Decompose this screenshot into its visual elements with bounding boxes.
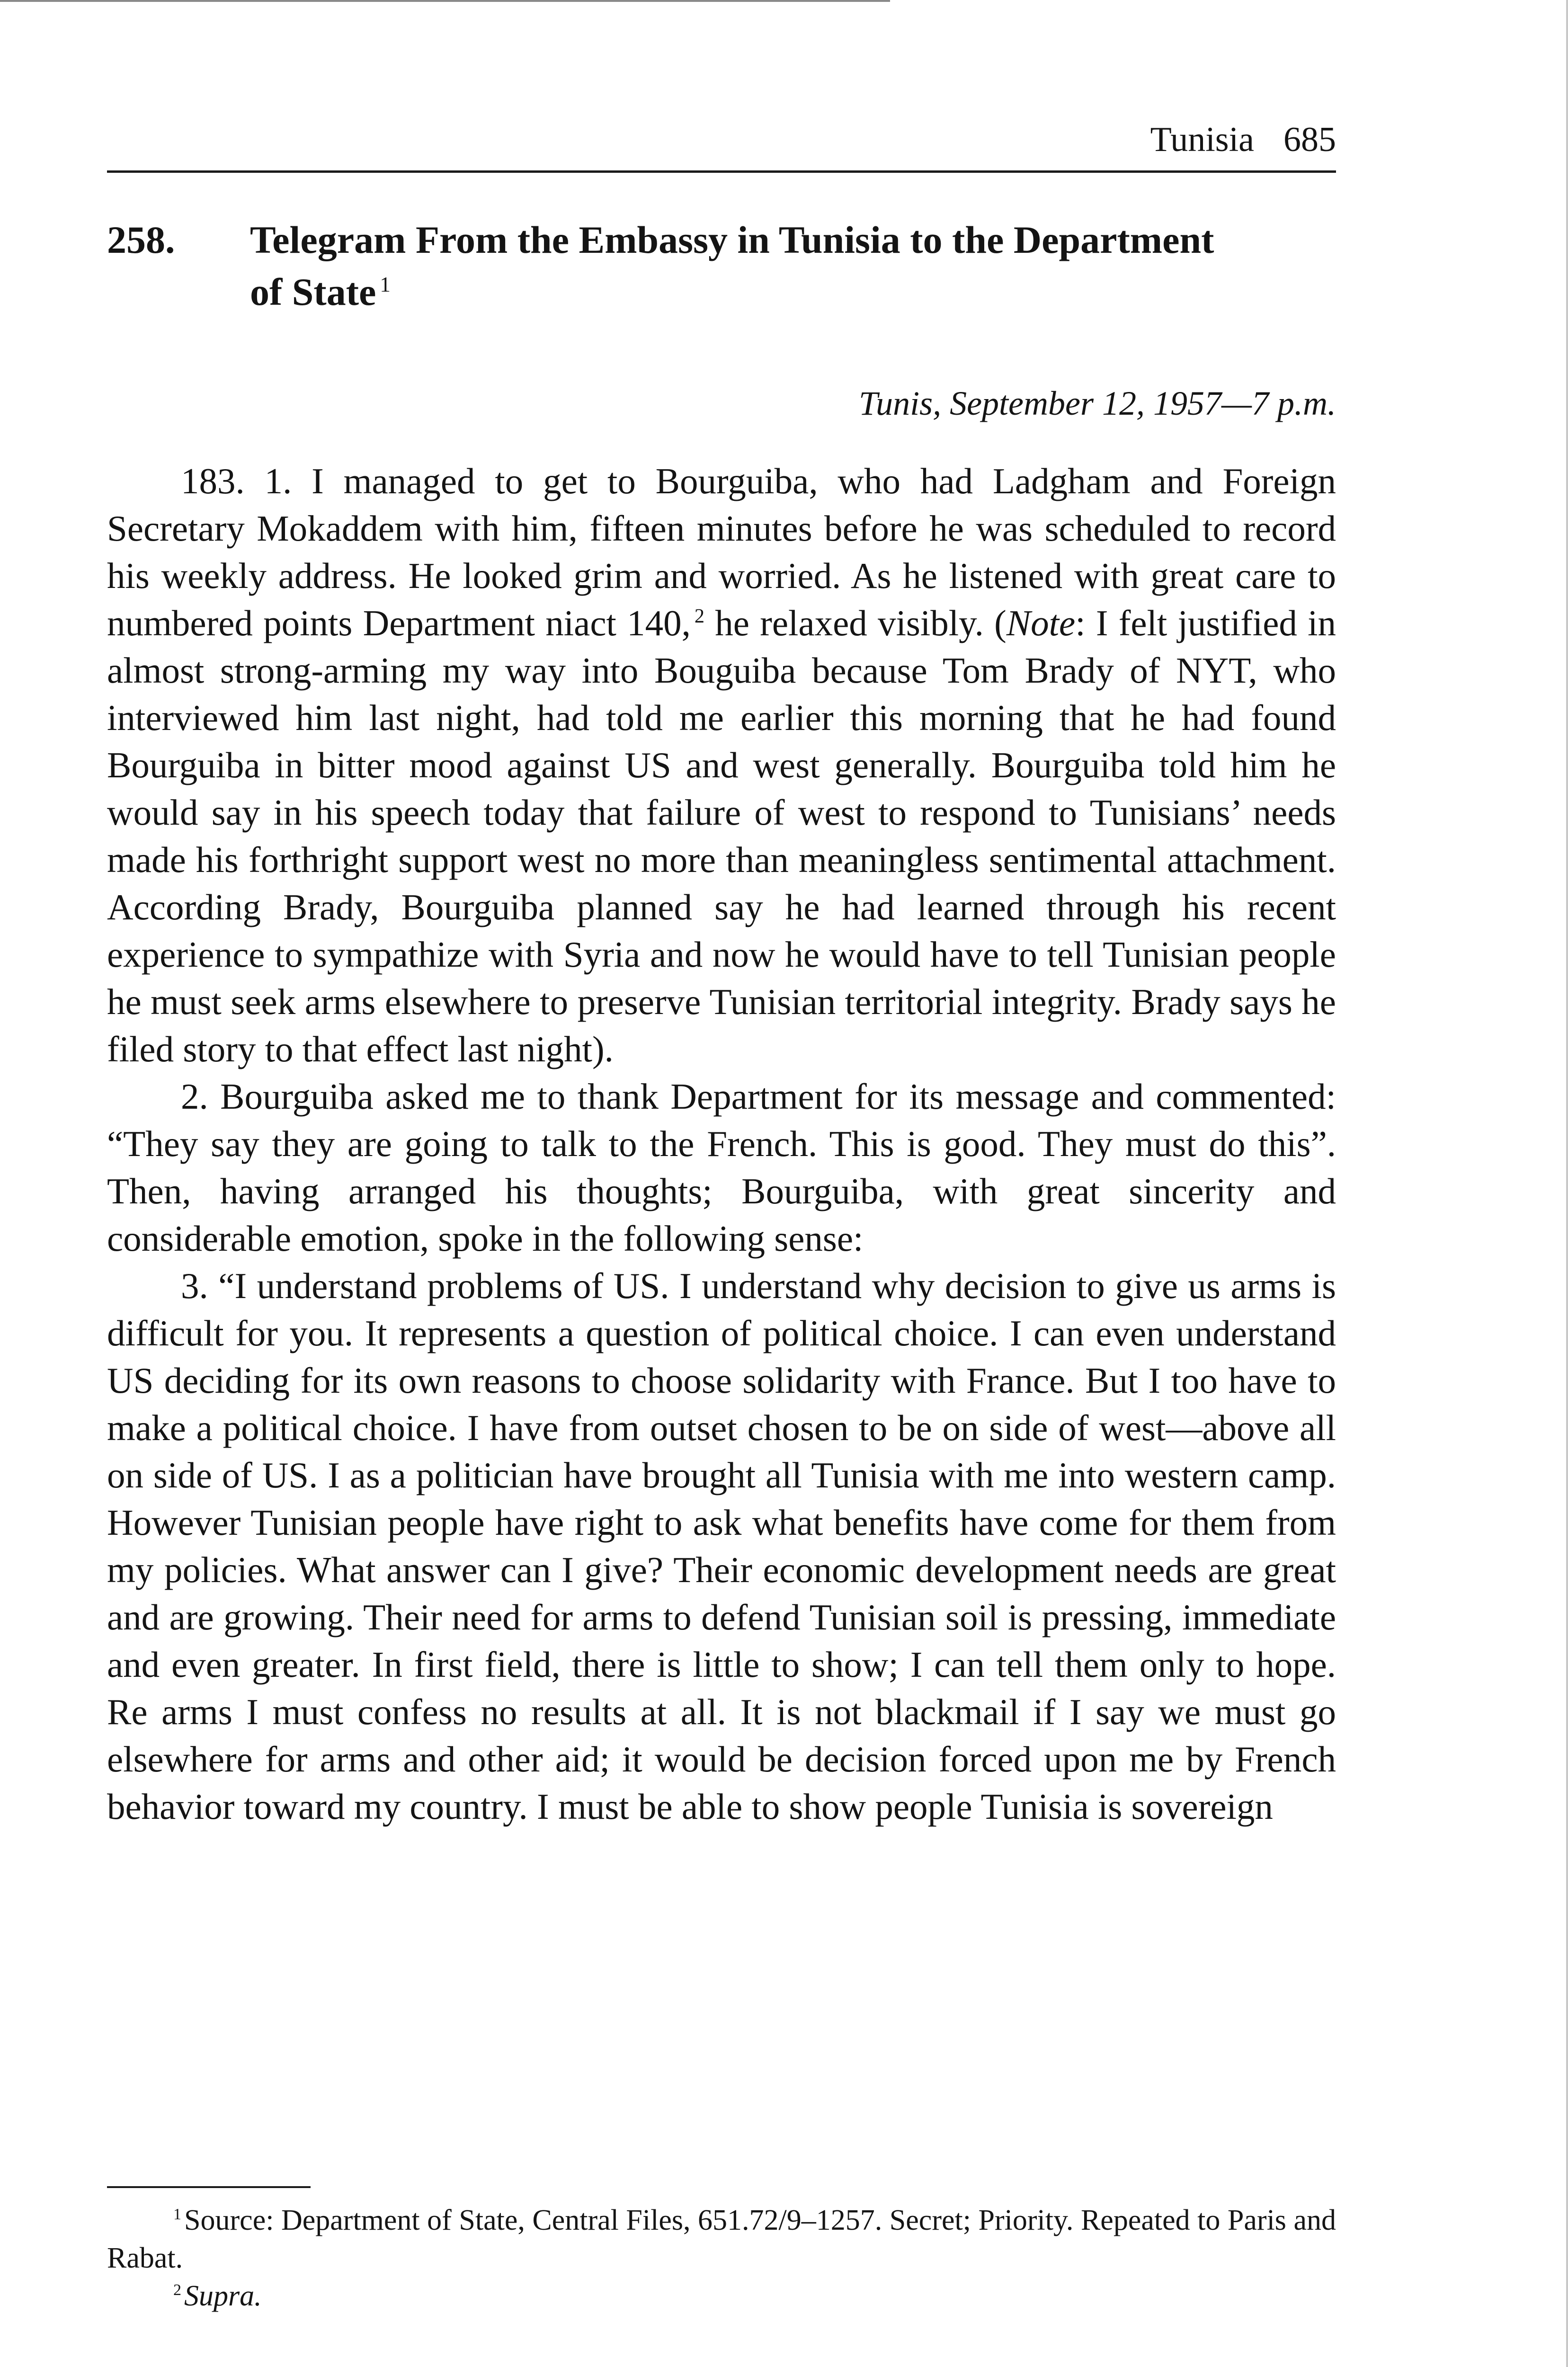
document-title <box>250 214 1244 318</box>
running-head <box>1150 122 1336 157</box>
footnote-1 <box>107 2201 1336 2277</box>
footnote-2-marker: 2 <box>173 2281 182 2299</box>
paragraph-3: 3. “I understand problems of US. I understand why decision to give us arms is difficult for you. It represents a question of political choice. I can even understand US deciding for its own reasons to choose solidarity with France. But I too have to make a political choice. I have from outset chosen to be on side of west—above all on side of US. I as a politician have brought all Tunisia with me into western camp. However Tunisian people have right to ask what benefits have come for them from my policies. What answer can I give? Their economic development needs are great and are growing. Their need for arms to defend Tunisian soil is pressing, immediate and even greater. In first field, there is little to show; I can tell them only to hope. Re arms I must confess no results at all. It is not blackmail if I say we must go elsewhere for arms and other aid; it would be decision forced upon me by French behavior toward my country. I must be able to show people Tunisia is sovereign <box>107 1265 1336 1827</box>
footnote-ref-1: 1 <box>380 272 391 296</box>
footnote-1-text: Source: Department of State, Central Files, 651.72/9–1257. Secret; Priority. Repeated to Paris and Rabat. <box>107 2204 1336 2274</box>
dateline: Tunis, September 12, 1957—7 p.m. <box>859 384 1336 422</box>
note-label: Note <box>1006 603 1076 643</box>
footnote-2-text: Supra. <box>184 2280 262 2312</box>
scan-right-edge <box>1566 0 1568 2367</box>
document-number: 258. <box>107 218 175 261</box>
footnote-separator <box>107 2186 311 2188</box>
paragraph-1 <box>107 457 1336 1073</box>
footnote-2 <box>107 2277 1336 2315</box>
paragraph-1-middle: he relaxed visibly. ( <box>704 603 1007 643</box>
footnote-1-marker: 1 <box>173 2206 182 2224</box>
paragraph-1-note: : I felt justified in almost strong-arming my way into Bouguiba because Tom Brady of NYT, who interviewed him last night, had told me earlier this morning that he had found Bourguiba in bitter mood against US and west generally. Bourguiba told him he would say in his speech today that failure of west to respond to Tunisians’ needs made his forthright support west no more than meaningless sentimental attachment. According Brady, Bourguiba planned say he had learned through his recent experience to sympathize with Syria and now he would have to tell Tunisian people he must seek arms elsewhere to preserve Tunisian territorial integrity. Brady says he filed story to that effect last night). <box>107 603 1336 1069</box>
paragraph-2: 2. Bourguiba asked me to thank Department for its message and commented: “They say they are going to talk to the French. This is good. They must do this”. Then, having arranged his thoughts; Bourguiba, with great sincerity and considerable emotion, spoke in the following sense: <box>107 1076 1336 1259</box>
running-head-section: Tunisia <box>1150 120 1254 159</box>
scan-top-edge-rule <box>0 0 890 2</box>
page-number: 685 <box>1283 120 1336 159</box>
footnotes <box>107 2201 1336 2315</box>
telegram-body <box>107 457 1336 1830</box>
footnote-ref-2: 2 <box>694 605 705 628</box>
paragraph-1-opening: 183. 1. I managed to get to Bourguiba, who had Ladgham and Foreign Secretary Mokaddem with him, fifteen minutes before he was scheduled to record his weekly address. He looked grim and worried. As he listened with great care to numbered points Department niact 140, <box>107 461 1336 643</box>
running-head-rule <box>107 170 1336 173</box>
document-title-text: Telegram From the Embassy in Tunisia to the Department of State <box>250 218 1214 313</box>
